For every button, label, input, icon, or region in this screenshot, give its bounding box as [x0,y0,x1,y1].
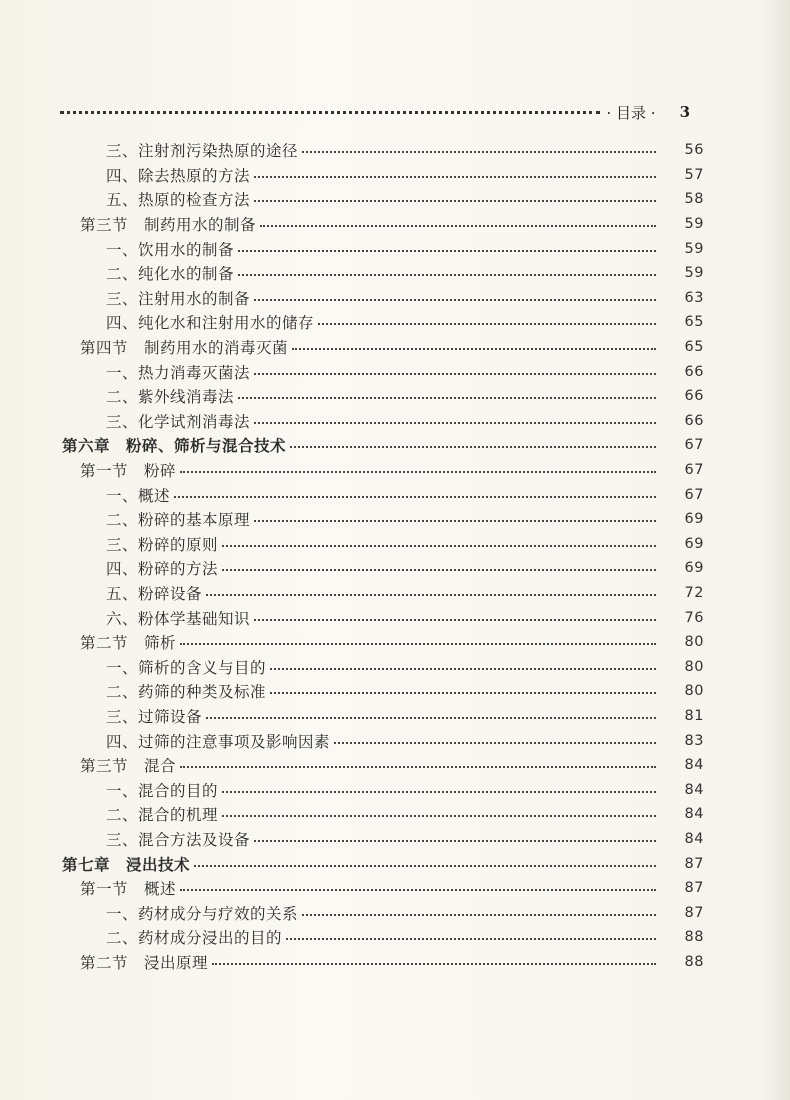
toc-subsection-entry[interactable] [62,581,704,606]
toc-subsection-entry[interactable] [62,310,704,335]
toc-subsection-entry[interactable] [62,900,704,925]
toc-entry-page: 72 [684,584,704,601]
dot-leader [302,914,656,916]
dot-leader [180,643,656,645]
toc-entry-title: 二、药筛的种类及标准 [106,683,267,702]
dot-leader [302,151,656,153]
toc-chapter-entry[interactable] [62,851,704,876]
dot-leader [270,692,656,694]
toc-entry-page: 83 [684,732,704,749]
dot-leader [194,865,656,867]
toc-entry-title: 第四节 制药用水的消毒灭菌 [80,339,289,358]
toc-section-entry[interactable] [62,753,704,778]
toc-entry-page: 56 [684,142,704,159]
toc-entry-title: 五、热原的检查方法 [106,191,251,210]
toc-entry-page: 59 [684,265,704,282]
dot-leader [270,668,656,670]
toc-entry-page: 84 [684,806,704,823]
dot-leader [290,446,656,448]
toc-entry-page: 80 [684,658,704,675]
toc-entry-title: 第二节 筛析 [80,634,177,653]
toc-subsection-entry[interactable] [62,507,704,532]
dot-leader [206,594,656,596]
toc-entry-title: 第七章 浸出技术 [62,854,191,874]
toc-section-entry[interactable] [62,630,704,655]
header-page-number: 3 [679,103,690,121]
dot-leader [174,496,656,498]
toc-subsection-entry[interactable] [62,827,704,852]
toc-subsection-entry[interactable] [62,163,704,188]
toc-section-entry[interactable] [62,212,704,237]
toc-entry-title: 一、混合的目的 [106,781,219,800]
toc-subsection-entry[interactable] [62,925,704,950]
toc-entry-title: 第三节 制药用水的制备 [80,216,257,235]
toc-entry-title: 第一节 概述 [80,880,177,899]
table-of-contents [62,138,704,974]
toc-entry-title: 三、混合方法及设备 [106,830,251,849]
toc-entry-title: 三、化学试剂消毒法 [106,412,251,431]
running-header [60,100,690,124]
toc-entry-page: 80 [684,683,704,700]
toc-entry-page: 66 [684,412,704,429]
dot-leader [254,200,656,202]
toc-subsection-entry[interactable] [62,236,704,261]
toc-subsection-entry[interactable] [62,384,704,409]
toc-entry-page: 84 [684,781,704,798]
toc-entry-title: 三、注射剂污染热原的途径 [106,142,299,161]
dot-leader [334,742,656,744]
dot-leader [254,299,656,301]
toc-entry-page: 65 [684,339,704,356]
dot-leader [254,176,656,178]
toc-section-entry[interactable] [62,950,704,975]
toc-entry-title: 四、纯化水和注射用水的储存 [106,314,315,333]
dot-leader [238,274,656,276]
toc-subsection-entry[interactable] [62,359,704,384]
dot-leader [254,520,656,522]
toc-entry-page: 88 [684,929,704,946]
toc-entry-page: 81 [684,707,704,724]
toc-subsection-entry[interactable] [62,802,704,827]
dot-leader [254,373,656,375]
toc-section-entry[interactable] [62,335,704,360]
toc-entry-page: 84 [684,830,704,847]
dot-leader [222,791,656,793]
toc-chapter-entry[interactable] [62,433,704,458]
toc-entry-title: 二、粉碎的基本原理 [106,511,251,530]
dot-leader [212,963,656,965]
dot-leader [238,250,656,252]
dot-leader [206,717,656,719]
toc-subsection-entry[interactable] [62,409,704,434]
toc-subsection-entry[interactable] [62,482,704,507]
toc-entry-title: 四、粉碎的方法 [106,560,219,579]
toc-entry-title: 四、过筛的注意事项及影响因素 [106,732,331,751]
dot-leader [260,225,656,227]
toc-entry-page: 58 [684,191,704,208]
toc-entry-title: 三、过筛设备 [106,707,203,726]
page-edge-shadow [760,0,790,1100]
toc-subsection-entry[interactable] [62,728,704,753]
header-dotted-rule [60,111,600,114]
toc-entry-title: 第六章 粉碎、筛析与混合技术 [62,436,287,456]
toc-entry-title: 一、药材成分与疗效的关系 [106,904,299,923]
dot-leader [180,471,656,473]
toc-subsection-entry[interactable] [62,138,704,163]
toc-entry-page: 66 [684,388,704,405]
toc-entry-page: 69 [684,560,704,577]
toc-entry-page: 69 [684,535,704,552]
toc-subsection-entry[interactable] [62,286,704,311]
dot-leader [180,889,656,891]
toc-subsection-entry[interactable] [62,556,704,581]
dot-leader [238,397,656,399]
toc-entry-title: 一、概述 [106,486,171,505]
toc-entry-title: 二、纯化水的制备 [106,265,235,284]
toc-entry-page: 80 [684,634,704,651]
dot-leader [254,422,656,424]
toc-entry-title: 五、粉碎设备 [106,584,203,603]
toc-entry-title: 第一节 粉碎 [80,462,177,481]
toc-entry-title: 二、混合的机理 [106,806,219,825]
toc-entry-title: 三、注射用水的制备 [106,289,251,308]
dot-leader [318,323,656,325]
toc-entry-page: 87 [684,880,704,897]
toc-subsection-entry[interactable] [62,654,704,679]
toc-entry-page: 63 [684,289,704,306]
toc-subsection-entry[interactable] [62,261,704,286]
toc-entry-page: 88 [684,953,704,970]
toc-entry-title: 一、热力消毒灭菌法 [106,363,251,382]
toc-section-entry[interactable] [62,458,704,483]
toc-subsection-entry[interactable] [62,679,704,704]
toc-entry-title: 二、药材成分浸出的目的 [106,929,283,948]
toc-entry-title: 一、筛析的含义与目的 [106,658,267,677]
toc-entry-title: 第三节 混合 [80,757,177,776]
toc-entry-page: 76 [684,609,704,626]
toc-entry-page: 67 [684,462,704,479]
toc-entry-title: 三、粉碎的原则 [106,535,219,554]
toc-subsection-entry[interactable] [62,777,704,802]
toc-entry-title: 六、粉体学基础知识 [106,609,251,628]
dot-leader [222,569,656,571]
dot-leader [222,545,656,547]
toc-entry-page: 87 [684,855,704,872]
toc-subsection-entry[interactable] [62,704,704,729]
toc-entry-page: 69 [684,511,704,528]
toc-entry-page: 66 [684,363,704,380]
dot-leader [292,348,656,350]
toc-entry-page: 59 [684,240,704,257]
toc-entry-page: 57 [684,166,704,183]
dot-leader [254,840,656,842]
header-title: · 目录 · [606,103,656,122]
toc-entry-page: 87 [684,904,704,921]
toc-entry-page: 59 [684,216,704,233]
toc-subsection-entry[interactable] [62,605,704,630]
toc-entry-title: 四、除去热原的方法 [106,166,251,185]
toc-entry-title: 二、紫外线消毒法 [106,388,235,407]
toc-entry-page: 67 [684,437,704,454]
toc-subsection-entry[interactable] [62,187,704,212]
toc-entry-page: 65 [684,314,704,331]
dot-leader [180,766,656,768]
toc-entry-page: 67 [684,486,704,503]
dot-leader [286,938,656,940]
toc-entry-title: 一、饮用水的制备 [106,240,235,259]
toc-entry-title: 第二节 浸出原理 [80,953,209,972]
dot-leader [222,815,656,817]
toc-section-entry[interactable] [62,876,704,901]
dot-leader [254,619,656,621]
toc-entry-page: 84 [684,757,704,774]
toc-subsection-entry[interactable] [62,532,704,557]
